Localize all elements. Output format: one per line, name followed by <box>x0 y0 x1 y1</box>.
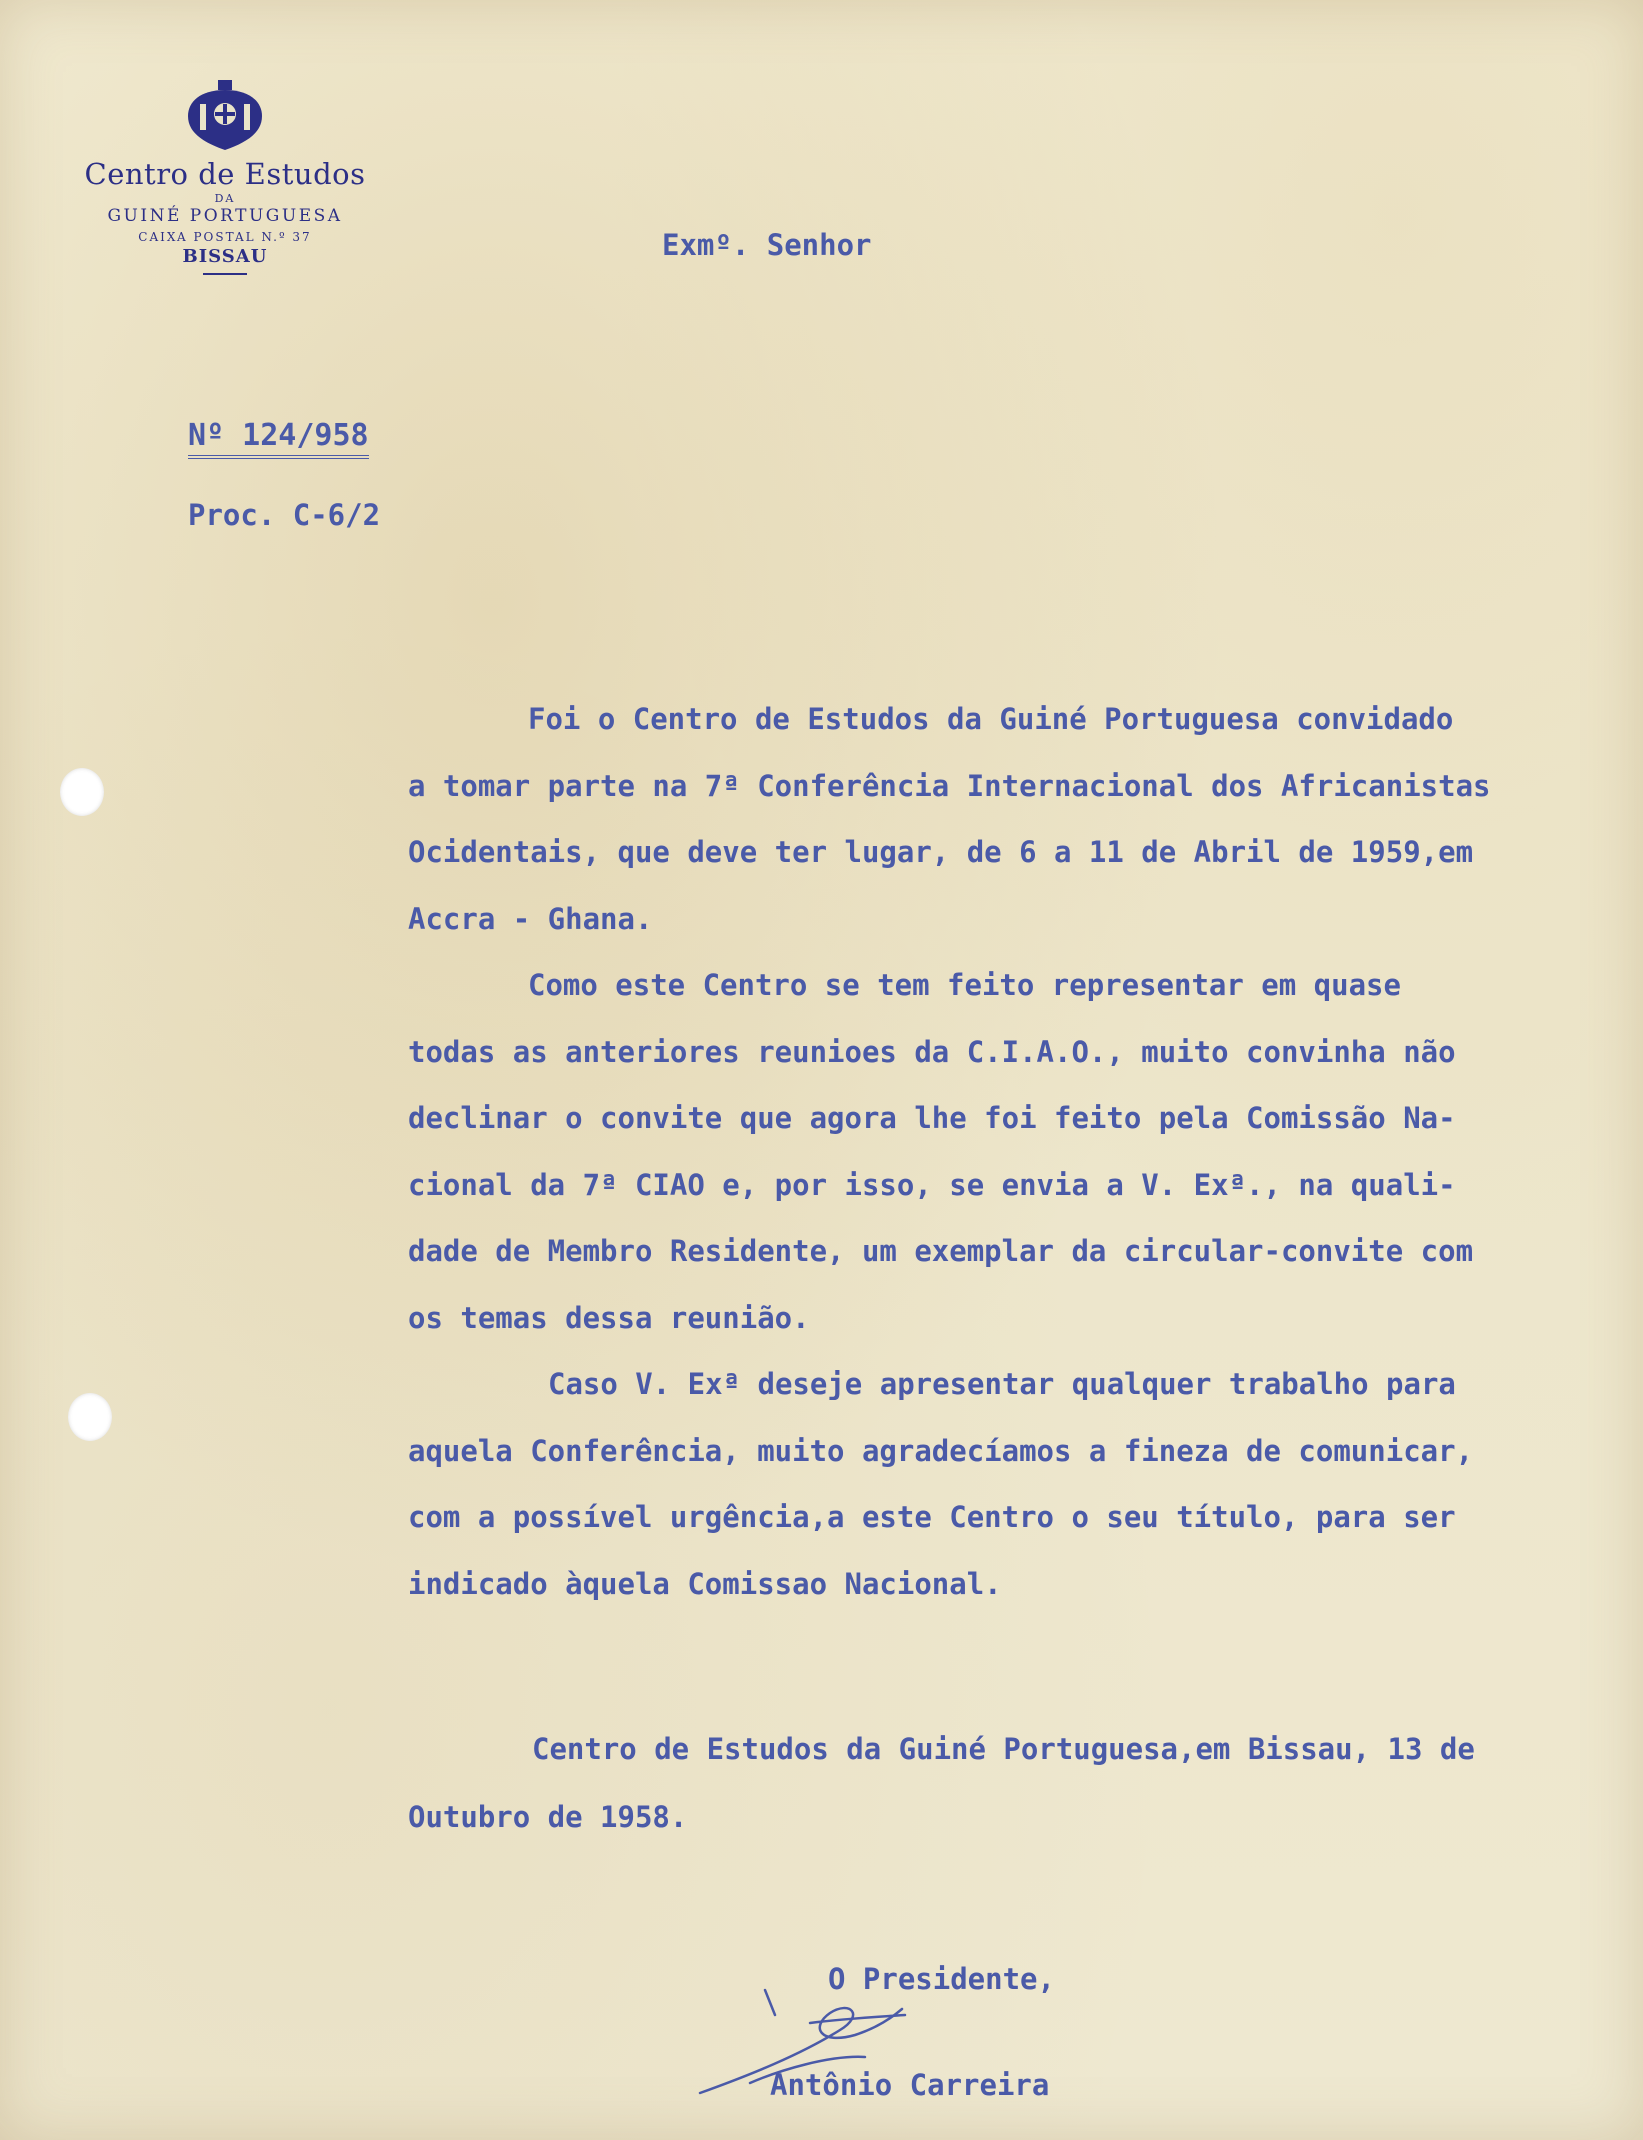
body-line: Ocidentais, que deve ter lugar, de 6 a 11 de Abril de 1959,em <box>408 835 1474 869</box>
body-line: Foi o Centro de Estudos da Guiné Portuguesa convidado <box>528 702 1454 736</box>
punch-hole <box>60 768 104 816</box>
letterhead-guine: GUINÉ PORTUGUESA <box>107 206 343 227</box>
body-line: todas as anteriores reunioes da C.I.A.O., muito convinha não <box>408 1034 1456 1069</box>
letterhead-caixa: CAIXA POSTAL N.º 37 <box>138 229 312 244</box>
punch-hole <box>68 1393 112 1441</box>
body-line: indicado àquela Comissao Nacional. <box>408 1566 1002 1601</box>
body-line: Caso V. Exª deseje apresentar qualquer trabalho para <box>548 1367 1456 1401</box>
body-line: a tomar parte na 7ª Conferência Internacional dos Africanistas <box>408 768 1491 803</box>
letterhead-city: BISSAU <box>182 245 268 267</box>
letterhead-da: DA <box>214 192 236 206</box>
body-line: dade de Membro Residente, um exemplar da circular-convite com <box>408 1234 1474 1268</box>
body-line: com a possível urgência,a este Centro o seu título, para ser <box>408 1500 1456 1534</box>
closing-line-1: Centro de Estudos da Guiné Portuguesa,em Bissau, 13 de <box>532 1732 1475 1766</box>
body-line: Accra - Ghana. <box>408 901 653 936</box>
letter-body <box>408 686 1628 1617</box>
letterhead-rule <box>203 273 247 275</box>
process-number: Proc. C-6/2 <box>188 498 381 532</box>
body-line: cional da 7ª CIAO e, por isso, se envia a V. Exª., na quali- <box>408 1167 1456 1202</box>
signer-title: O Presidente, <box>828 1962 1055 1996</box>
closing-place-date <box>408 1715 1475 1851</box>
letterhead-name: Centro de Estudos <box>84 157 366 191</box>
letterhead <box>60 80 390 275</box>
body-line: declinar o convite que agora lhe foi feito pela Comissão Na- <box>408 1101 1456 1135</box>
salutation: Exmº. Senhor <box>662 228 872 262</box>
reference-number: Nº 124/958 <box>188 418 369 459</box>
closing-line-2: Outubro de 1958. <box>408 1800 688 1834</box>
body-line: aquela Conferência, muito agradecíamos a fineza de comunicar, <box>408 1433 1474 1468</box>
body-line: os temas dessa reunião. <box>408 1300 810 1335</box>
crest-icon <box>180 80 270 152</box>
signer-name: Antônio Carreira <box>770 2068 1050 2102</box>
body-line: Como este Centro se tem feito representar em quase <box>528 968 1401 1002</box>
